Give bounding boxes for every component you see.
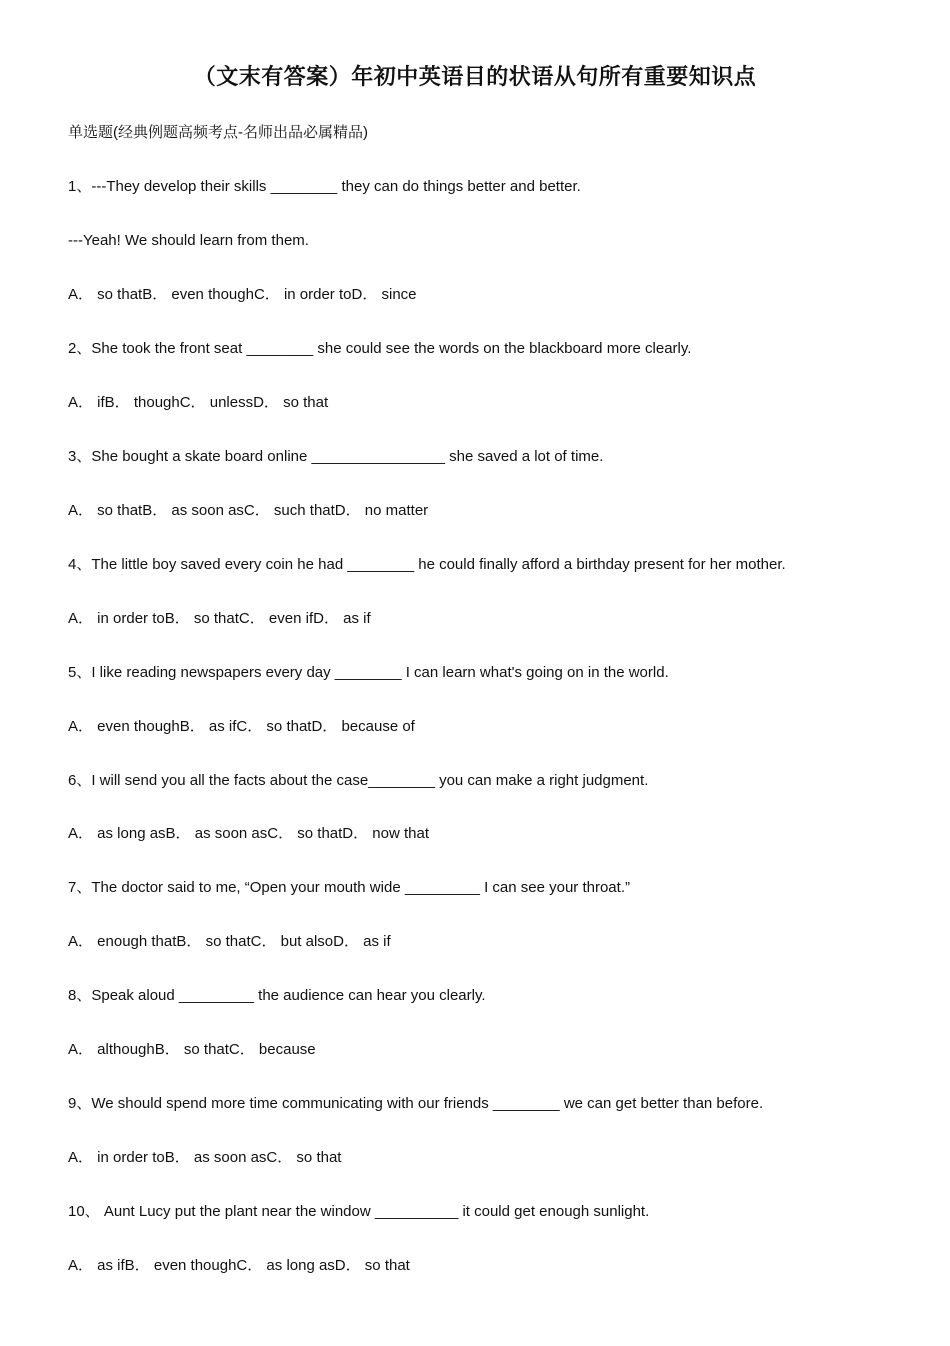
question-2: 2、She took the front seat ________ she could see the words on the blackboard more clearly.	[68, 340, 692, 357]
question-9: 9、We should spend more time communicating with our friends ________ we can get better than before.	[68, 1095, 764, 1112]
question-1: 1、---They develop their skills ________ they can do things better and better.	[68, 178, 581, 195]
question-9-options: A． in order toB． as soon asC． so that	[68, 1149, 342, 1166]
question-4: 4、The little boy saved every coin he had ________ he could finally afford a birthday present for her mother.	[68, 556, 786, 573]
question-10-options: A． as ifB． even thoughC． as long asD． so that	[68, 1257, 410, 1274]
question-2-options: A． ifB． thoughC． unlessD． so that	[68, 394, 329, 411]
question-1-options: A． so thatB． even thoughC． in order toD． since	[68, 286, 417, 303]
question-6-options: A． as long asB． as soon asC． so thatD． now that	[68, 825, 430, 842]
question-5-options: A． even thoughB． as ifC． so thatD． because of	[68, 718, 415, 735]
question-3-options: A． so thatB． as soon asC． such thatD． no matter	[68, 502, 429, 519]
page-title: （文末有答案）年初中英语目的状语从句所有重要知识点	[193, 64, 757, 89]
question-6: 6、I will send you all the facts about the case________ you can make a right judgment.	[68, 772, 649, 789]
question-3: 3、She bought a skate board online ________________ she saved a lot of time.	[68, 448, 604, 465]
question-7-options: A． enough thatB． so thatC． but alsoD． as if	[68, 933, 391, 950]
question-4-options: A． in order toB． so thatC． even ifD． as if	[68, 610, 371, 627]
question-5: 5、I like reading newspapers every day ________ I can learn what's going on in the world.	[68, 664, 669, 681]
question-1-reply: ---Yeah! We should learn from them.	[68, 232, 309, 249]
question-8: 8、Speak aloud _________ the audience can hear you clearly.	[68, 987, 486, 1004]
question-8-options: A． althoughB． so thatC． because	[68, 1041, 316, 1058]
section-heading: 单选题(经典例题高频考点-名师出品必属精品)	[68, 124, 368, 141]
question-10: 10、 Aunt Lucy put the plant near the window __________ it could get enough sunlight.	[68, 1203, 650, 1220]
question-7: 7、The doctor said to me, “Open your mouth wide _________ I can see your throat.”	[68, 879, 630, 896]
